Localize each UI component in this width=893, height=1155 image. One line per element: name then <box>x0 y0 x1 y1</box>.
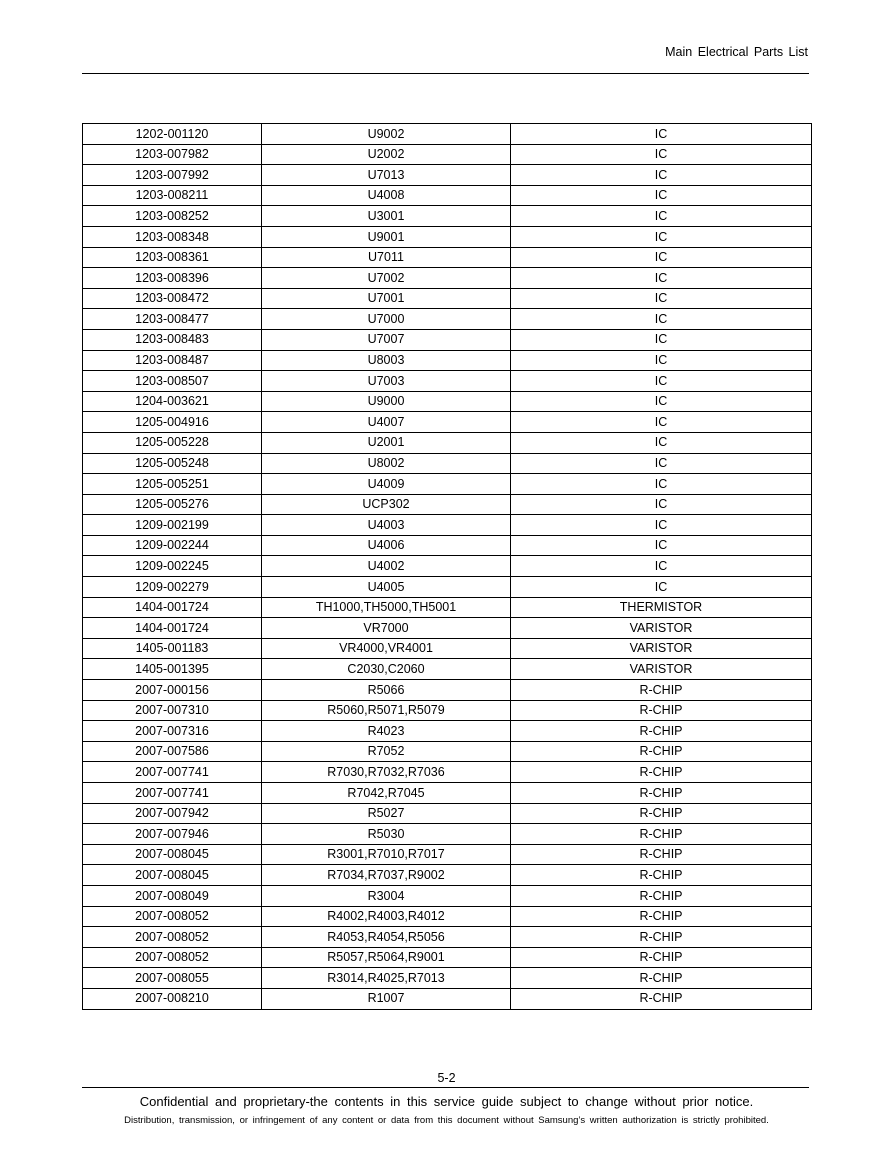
table-row <box>83 618 812 639</box>
part-code-cell: 2007-007741 <box>83 762 262 783</box>
part-code-cell: 1203-008477 <box>83 309 262 330</box>
location-cell: UCP302 <box>262 494 511 515</box>
part-code-cell: 1203-008487 <box>83 350 262 371</box>
location-cell: R1007 <box>262 988 511 1009</box>
table-row <box>83 700 812 721</box>
table-row <box>83 391 812 412</box>
table-row <box>83 268 812 289</box>
part-code-cell: 2007-008055 <box>83 968 262 989</box>
table-row <box>83 659 812 680</box>
table-row <box>83 783 812 804</box>
table-row <box>83 412 812 433</box>
location-cell: U2002 <box>262 144 511 165</box>
table-row <box>83 185 812 206</box>
part-code-cell: 1209-002244 <box>83 535 262 556</box>
part-code-cell: 1404-001724 <box>83 618 262 639</box>
table-row <box>83 947 812 968</box>
location-cell: U4003 <box>262 515 511 536</box>
table-row <box>83 288 812 309</box>
table-row <box>83 885 812 906</box>
location-cell: U8003 <box>262 350 511 371</box>
table-row <box>83 371 812 392</box>
part-code-cell: 2007-007586 <box>83 741 262 762</box>
part-code-cell: 1203-008361 <box>83 247 262 268</box>
description-cell: IC <box>511 309 812 330</box>
location-cell: U7000 <box>262 309 511 330</box>
header-divider <box>82 73 809 74</box>
location-cell: U3001 <box>262 206 511 227</box>
description-cell: R-CHIP <box>511 762 812 783</box>
page-number: 5-2 <box>437 1071 456 1085</box>
location-cell: U4006 <box>262 535 511 556</box>
location-cell: U7007 <box>262 329 511 350</box>
location-cell: U4002 <box>262 556 511 577</box>
description-cell: R-CHIP <box>511 947 812 968</box>
part-code-cell: 1203-008507 <box>83 371 262 392</box>
part-code-cell: 1204-003621 <box>83 391 262 412</box>
location-cell: VR4000,VR4001 <box>262 638 511 659</box>
location-cell: TH1000,TH5000,TH5001 <box>262 597 511 618</box>
location-cell: R5060,R5071,R5079 <box>262 700 511 721</box>
table-row <box>83 741 812 762</box>
table-row <box>83 721 812 742</box>
part-code-cell: 1203-007992 <box>83 165 262 186</box>
location-cell: R5027 <box>262 803 511 824</box>
description-cell: IC <box>511 206 812 227</box>
table-row <box>83 144 812 165</box>
table-row <box>83 906 812 927</box>
part-code-cell: 1405-001183 <box>83 638 262 659</box>
description-cell: IC <box>511 577 812 598</box>
table-row <box>83 803 812 824</box>
description-cell: IC <box>511 165 812 186</box>
part-code-cell: 2007-008210 <box>83 988 262 1009</box>
description-cell: R-CHIP <box>511 988 812 1009</box>
location-cell: U4007 <box>262 412 511 433</box>
table-row <box>83 226 812 247</box>
table-row <box>83 556 812 577</box>
description-cell: R-CHIP <box>511 783 812 804</box>
part-code-cell: 2007-008052 <box>83 947 262 968</box>
part-code-cell: 1205-005276 <box>83 494 262 515</box>
location-cell: R3014,R4025,R7013 <box>262 968 511 989</box>
description-cell: IC <box>511 247 812 268</box>
table-row <box>83 432 812 453</box>
description-cell: R-CHIP <box>511 680 812 701</box>
description-cell: THERMISTOR <box>511 597 812 618</box>
description-cell: IC <box>511 288 812 309</box>
part-code-cell: 2007-008052 <box>83 906 262 927</box>
description-cell: R-CHIP <box>511 721 812 742</box>
table-row <box>83 680 812 701</box>
part-code-cell: 1203-008396 <box>83 268 262 289</box>
location-cell: U9002 <box>262 124 511 145</box>
description-cell: R-CHIP <box>511 885 812 906</box>
location-cell: R5066 <box>262 680 511 701</box>
description-cell: IC <box>511 412 812 433</box>
part-code-cell: 1203-007982 <box>83 144 262 165</box>
part-code-cell: 1205-005228 <box>83 432 262 453</box>
table-row <box>83 927 812 948</box>
part-code-cell: 2007-007946 <box>83 824 262 845</box>
part-code-cell: 1205-004916 <box>83 412 262 433</box>
location-cell: U7013 <box>262 165 511 186</box>
description-cell: R-CHIP <box>511 844 812 865</box>
description-cell: IC <box>511 515 812 536</box>
description-cell: IC <box>511 371 812 392</box>
description-cell: IC <box>511 268 812 289</box>
description-cell: IC <box>511 494 812 515</box>
page-header-title: Main Electrical Parts List <box>665 45 808 59</box>
part-code-cell: 1202-001120 <box>83 124 262 145</box>
location-cell: R3001,R7010,R7017 <box>262 844 511 865</box>
table-row <box>83 474 812 495</box>
table-row <box>83 762 812 783</box>
location-cell: R5030 <box>262 824 511 845</box>
description-cell: IC <box>511 391 812 412</box>
part-code-cell: 1209-002245 <box>83 556 262 577</box>
table-row <box>83 638 812 659</box>
location-cell: R7052 <box>262 741 511 762</box>
part-code-cell: 2007-008049 <box>83 885 262 906</box>
table-row <box>83 844 812 865</box>
location-cell: R4023 <box>262 721 511 742</box>
table-row <box>83 165 812 186</box>
description-cell: IC <box>511 144 812 165</box>
description-cell: IC <box>511 453 812 474</box>
part-code-cell: 2007-000156 <box>83 680 262 701</box>
location-cell: U2001 <box>262 432 511 453</box>
location-cell: R7042,R7045 <box>262 783 511 804</box>
location-cell: U7003 <box>262 371 511 392</box>
part-code-cell: 2007-008052 <box>83 927 262 948</box>
description-cell: R-CHIP <box>511 865 812 886</box>
part-code-cell: 2007-007942 <box>83 803 262 824</box>
location-cell: U7001 <box>262 288 511 309</box>
location-cell: U9001 <box>262 226 511 247</box>
location-cell: U7002 <box>262 268 511 289</box>
description-cell: VARISTOR <box>511 659 812 680</box>
description-cell: R-CHIP <box>511 803 812 824</box>
location-cell: U9000 <box>262 391 511 412</box>
location-cell: R3004 <box>262 885 511 906</box>
part-code-cell: 1404-001724 <box>83 597 262 618</box>
part-code-cell: 1205-005248 <box>83 453 262 474</box>
part-code-cell: 1205-005251 <box>83 474 262 495</box>
description-cell: VARISTOR <box>511 638 812 659</box>
part-code-cell: 1209-002199 <box>83 515 262 536</box>
parts-table-body <box>83 124 812 1010</box>
description-cell: IC <box>511 226 812 247</box>
location-cell: R7030,R7032,R7036 <box>262 762 511 783</box>
footer-divider <box>82 1087 809 1088</box>
table-row <box>83 206 812 227</box>
table-row <box>83 350 812 371</box>
table-row <box>83 515 812 536</box>
part-code-cell: 2007-007741 <box>83 783 262 804</box>
location-cell: R4053,R4054,R5056 <box>262 927 511 948</box>
table-row <box>83 865 812 886</box>
distribution-notice: Distribution, transmission, or infringement of any content or data from this document without Samsung’s written authorization is strictly prohibited. <box>124 1115 769 1126</box>
location-cell: R5057,R5064,R9001 <box>262 947 511 968</box>
location-cell: R7034,R7037,R9002 <box>262 865 511 886</box>
description-cell: IC <box>511 432 812 453</box>
table-row <box>83 309 812 330</box>
location-cell: U4005 <box>262 577 511 598</box>
location-cell: C2030,C2060 <box>262 659 511 680</box>
description-cell: VARISTOR <box>511 618 812 639</box>
description-cell: IC <box>511 329 812 350</box>
location-cell: U8002 <box>262 453 511 474</box>
table-row <box>83 329 812 350</box>
location-cell: R4002,R4003,R4012 <box>262 906 511 927</box>
description-cell: R-CHIP <box>511 927 812 948</box>
table-row <box>83 124 812 145</box>
part-code-cell: 2007-008045 <box>83 844 262 865</box>
table-row <box>83 968 812 989</box>
part-code-cell: 2007-008045 <box>83 865 262 886</box>
description-cell: R-CHIP <box>511 968 812 989</box>
table-row <box>83 535 812 556</box>
description-cell: R-CHIP <box>511 906 812 927</box>
table-row <box>83 453 812 474</box>
description-cell: IC <box>511 185 812 206</box>
table-row <box>83 577 812 598</box>
part-code-cell: 1209-002279 <box>83 577 262 598</box>
description-cell: R-CHIP <box>511 824 812 845</box>
part-code-cell: 2007-007310 <box>83 700 262 721</box>
description-cell: R-CHIP <box>511 700 812 721</box>
table-row <box>83 494 812 515</box>
part-code-cell: 1203-008483 <box>83 329 262 350</box>
part-code-cell: 1203-008252 <box>83 206 262 227</box>
location-cell: U4009 <box>262 474 511 495</box>
part-code-cell: 2007-007316 <box>83 721 262 742</box>
description-cell: IC <box>511 474 812 495</box>
description-cell: IC <box>511 535 812 556</box>
description-cell: IC <box>511 124 812 145</box>
location-cell: U4008 <box>262 185 511 206</box>
part-code-cell: 1405-001395 <box>83 659 262 680</box>
description-cell: IC <box>511 556 812 577</box>
description-cell: R-CHIP <box>511 741 812 762</box>
table-row <box>83 597 812 618</box>
part-code-cell: 1203-008472 <box>83 288 262 309</box>
description-cell: IC <box>511 350 812 371</box>
confidential-notice: Confidential and proprietary-the contents in this service guide subject to change without prior notice. <box>139 1094 754 1109</box>
part-code-cell: 1203-008348 <box>83 226 262 247</box>
table-row <box>83 988 812 1009</box>
part-code-cell: 1203-008211 <box>83 185 262 206</box>
table-row <box>83 824 812 845</box>
location-cell: VR7000 <box>262 618 511 639</box>
table-row <box>83 247 812 268</box>
parts-table <box>82 123 812 1010</box>
location-cell: U7011 <box>262 247 511 268</box>
